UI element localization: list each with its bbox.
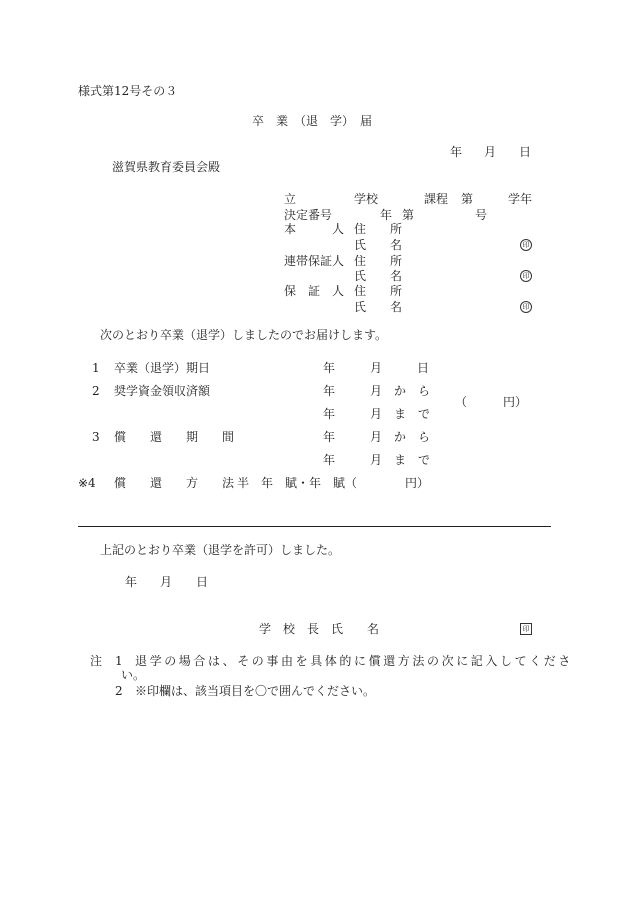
item3-number: 3 xyxy=(92,430,100,444)
guarantor-seal-icon: 印 xyxy=(520,301,532,313)
school-prefix: 立 xyxy=(284,192,297,206)
item3-to-made: ま で xyxy=(394,453,431,467)
date-day: 日 xyxy=(519,145,532,159)
item1-label: 卒業（退学）期日 xyxy=(114,361,211,375)
item2-to-year: 年 xyxy=(323,407,336,421)
item4-method: 半 年 賦・年 賦（ 円） xyxy=(237,476,430,490)
principal-seal-icon: 印 xyxy=(520,623,532,635)
item2-number: 2 xyxy=(92,384,100,398)
item1-number: 1 xyxy=(92,361,100,375)
item3-from-year: 年 xyxy=(323,430,336,444)
approval-statement: 上記のとおり卒業（退学を許可）しました。 xyxy=(100,543,341,557)
joint-guarantor-name-label: 氏 名 xyxy=(354,269,403,283)
note1-text-continued: い。 xyxy=(121,668,146,682)
item4-number: ※4 xyxy=(78,476,96,490)
item2-label: 奨学資金領収済額 xyxy=(114,384,211,398)
guarantor-address-label: 住 所 xyxy=(354,284,403,298)
item2-to-month: 月 xyxy=(370,407,383,421)
decision-year: 年 xyxy=(380,208,393,222)
course-grade: 学年 xyxy=(508,192,533,206)
decision-go: 号 xyxy=(475,208,488,222)
item1-year: 年 xyxy=(323,361,336,375)
item4-label: 償 還 方 法 xyxy=(114,476,235,490)
item3-from-kara: か ら xyxy=(394,430,431,444)
approval-year: 年 xyxy=(125,575,138,589)
note2-text: ※印欄は、該当項目を〇で囲んでください。 xyxy=(135,684,376,698)
statement: 次のとおり卒業（退学）しましたのでお届けします。 xyxy=(100,328,388,342)
course-dai: 第 xyxy=(461,192,474,206)
form-number: 様式第12号その３ xyxy=(78,84,178,98)
approval-day: 日 xyxy=(196,575,209,589)
date-year: 年 xyxy=(450,145,463,159)
joint-guarantor-address-label: 住 所 xyxy=(354,254,403,268)
principal-name-label: 学 校 長 氏 名 xyxy=(259,622,380,636)
item3-to-month: 月 xyxy=(370,453,383,467)
item2-to-made: ま で xyxy=(394,407,431,421)
item1-month: 月 xyxy=(370,361,383,375)
person-seal-icon: 印 xyxy=(520,239,532,251)
course-label: 課程 xyxy=(424,192,449,206)
addressee: 滋賀県教育委員会殿 xyxy=(112,160,221,174)
item2-from-kara: か ら xyxy=(394,384,431,398)
item1-day: 日 xyxy=(417,361,430,375)
note1-number: 1 xyxy=(115,654,123,668)
guarantor-label: 保 証 人 xyxy=(284,284,345,298)
date-month: 月 xyxy=(484,145,497,159)
person-address-label: 住 所 xyxy=(354,222,403,236)
item2-from-month: 月 xyxy=(370,384,383,398)
person-label: 本 人 xyxy=(284,222,345,236)
joint-guarantor-label: 連帯保証人 xyxy=(284,254,345,268)
decision-label: 決定番号 xyxy=(284,208,333,222)
note1-text: 退学の場合は、その事由を具体的に償還方法の次に記入してくださ xyxy=(135,654,574,668)
item2-amount: （ 円） xyxy=(455,395,528,409)
person-name-label: 氏 名 xyxy=(354,238,403,252)
item3-to-year: 年 xyxy=(323,453,336,467)
approval-month: 月 xyxy=(160,575,173,589)
notes-label: 注 xyxy=(90,654,103,668)
joint-guarantor-seal-icon: 印 xyxy=(520,270,532,282)
decision-dai: 第 xyxy=(402,208,415,222)
form-title: 卒 業 （退 学） 届 xyxy=(252,114,373,128)
item3-label: 償 還 期 間 xyxy=(114,430,235,444)
item3-from-month: 月 xyxy=(370,430,383,444)
item2-from-year: 年 xyxy=(323,384,336,398)
note2-number: 2 xyxy=(115,684,123,698)
school-suffix: 学校 xyxy=(354,192,379,206)
guarantor-name-label: 氏 名 xyxy=(354,300,403,314)
section-divider xyxy=(78,526,551,527)
